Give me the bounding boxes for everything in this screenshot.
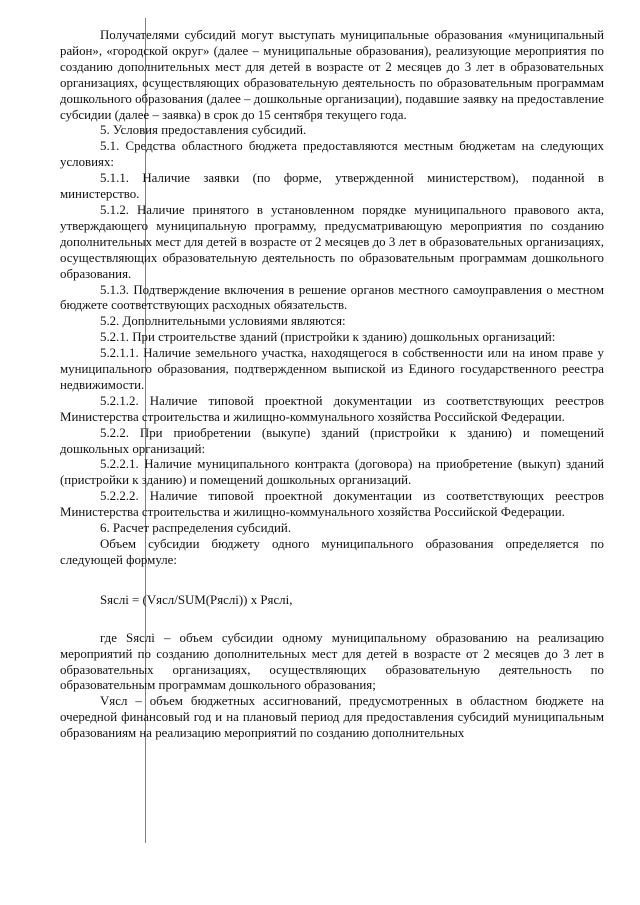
paragraph-5-1-1: 5.1.1. Наличие заявки (по форме, утвержденной министерством), поданной в министерство. — [60, 171, 604, 202]
subsidy-formula: Sяслi = (Vясл/SUM(Pяслi)) x Pяслi, — [100, 592, 293, 607]
paragraph-5-1-2: 5.1.2. Наличие принятого в установленном порядке муниципального правового акта, утверждающего муниципальную программу, предусматривающую мероприятия по созданию дополнительных мест для детей в возрасте от 2 месяцев до 3 лет в образовательных организациях, осуществляющих образовательную деятельность по образовательным программам дошкольного образования. — [60, 202, 604, 281]
paragraph-formula-definition-s: где Sяслi – объем субсидии одному муниципальному образованию на реализацию мероприятий по созданию дополнительных мест для детей в возрасте от 2 месяцев до 3 лет в образовательных организациях, осуществляющих образовательную деятельность по образовательным программам дошкольного образования; — [60, 630, 604, 693]
paragraph-5-1-3: 5.1.3. Подтверждение включения в решение органов местного самоуправления о местном бюджете соответствующих расходных обязательств. — [60, 282, 604, 313]
paragraph-5-2: 5.2. Дополнительными условиями являются: — [100, 314, 346, 329]
paragraph-5-2-1-2: 5.2.1.2. Наличие типовой проектной документации из соответствующих реестров Министерства строительства и жилищно-коммунального хозяйства Российской Федерации. — [60, 393, 604, 424]
section-6-heading: 6. Расчет распределения субсидий. — [100, 521, 292, 536]
document-page — [60, 28, 604, 742]
paragraph-5-1: 5.1. Средства областного бюджета предоставляются местным бюджетам на следующих условиях: — [60, 139, 604, 170]
paragraph-subsidy-volume: Объем субсидии бюджету одного муниципального образования определяется по следующей формуле: — [60, 537, 604, 567]
paragraph-5-2-2-2: 5.2.2.2. Наличие типовой проектной документации из соответствующих реестров Министерства строительства и жилищно-коммунального хозяйства Российской Федерации. — [60, 489, 604, 520]
paragraph-5-2-2: 5.2.2. При приобретении (выкупе) зданий (пристройки к зданию) и помещений дошкольных организаций: — [60, 425, 604, 456]
section-5-heading: 5. Условия предоставления субсидий. — [100, 123, 307, 138]
paragraph-5-2-2-1: 5.2.2.1. Наличие муниципального контракта (договора) на приобретение (выкуп) зданий (пристройки к зданию) и помещений дошкольных организаций. — [60, 457, 604, 488]
paragraph-formula-definition-v: Vясл – объем бюджетных ассигнований, предусмотренных в областном бюджете на очередной финансовый год и на плановый период для предоставления субсидий муниципальным образованиям на реализацию мероприятий по созданию дополнительных — [60, 694, 604, 741]
paragraph-5-2-1: 5.2.1. При строительстве зданий (пристройки к зданию) дошкольных организаций: — [100, 330, 556, 345]
paragraph-5-2-1-1: 5.2.1.1. Наличие земельного участка, находящегося в собственности или на ином праве у муниципального образования, подтвержденном выпиской из Единого государственного реестра недвижимости. — [60, 346, 604, 392]
paragraph-recipients: Получателями субсидий могут выступать муниципальные образования «муниципальный район», «городской округ» (далее – муниципальные образования), реализующие мероприятия по созданию дополнительных мест для детей в возрасте от 2 месяцев до 3 лет в образовательных организациях, осуществляющих образовательную деятельность по образовательным программам дошкольного образования (далее – дошкольные организации), подавшие заявку на предоставление субсидии (далее – заявка) в срок до 15 сентября текущего года. — [60, 28, 604, 122]
